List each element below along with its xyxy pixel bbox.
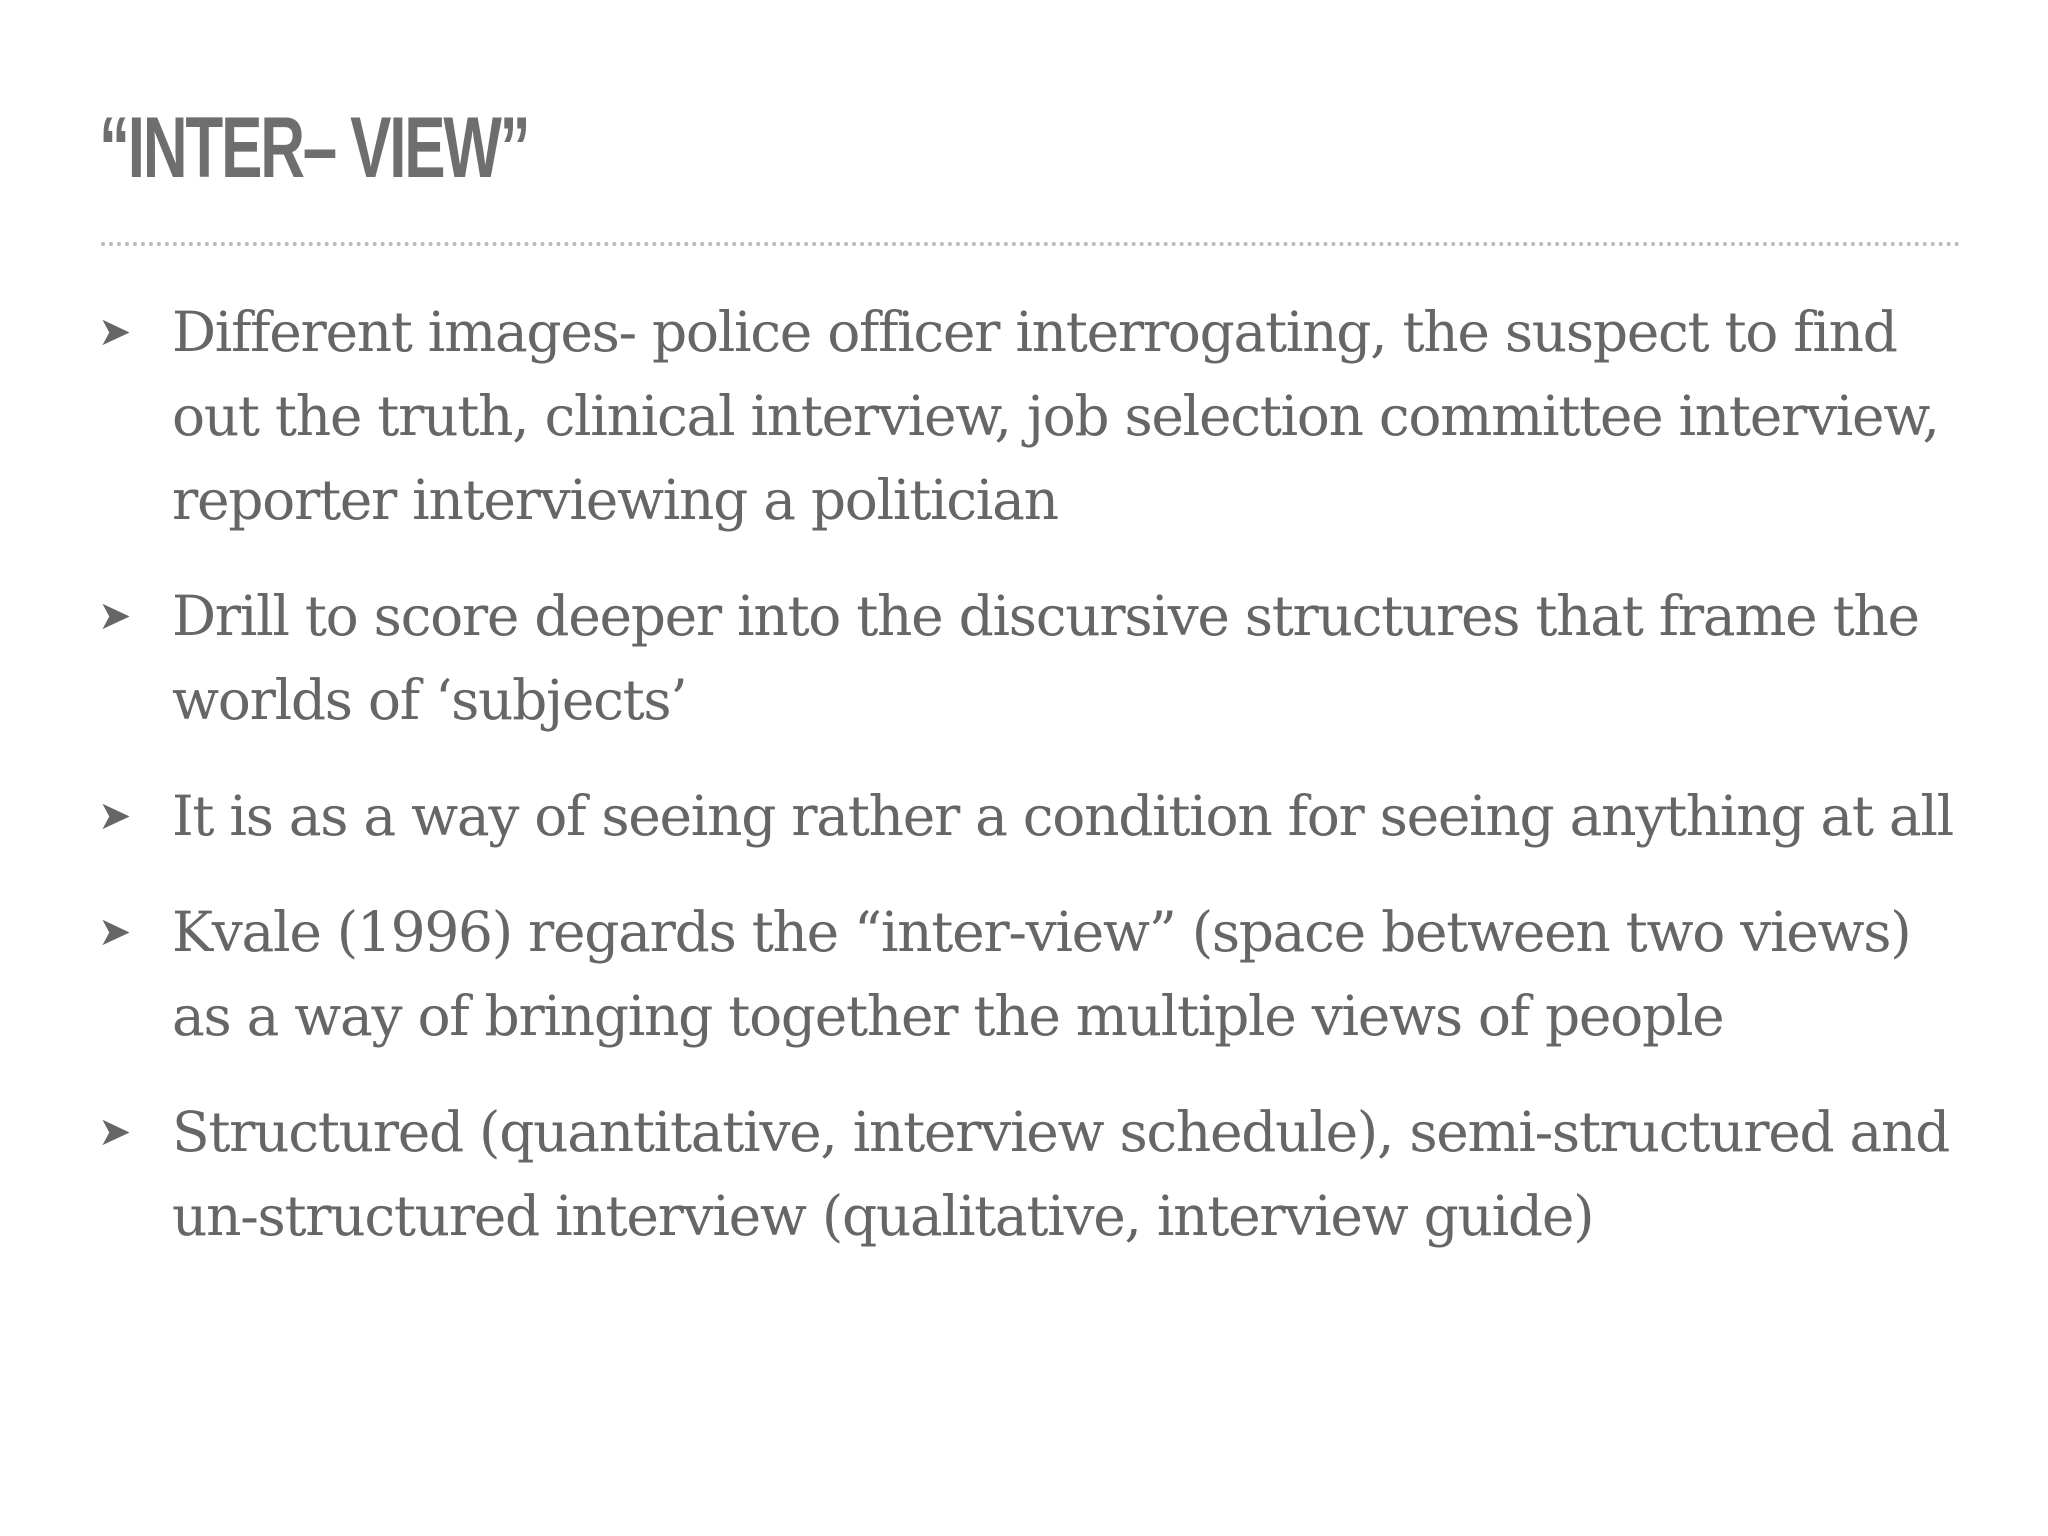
bullet-text-3: It is as a way of seeing rather a condition for seeing anything at all — [172, 784, 1953, 848]
bullet-item-2 — [98, 574, 1978, 742]
arrowhead-bullet-icon: ➤ — [98, 1109, 131, 1155]
bullet-list — [98, 290, 1978, 1290]
bullet-text-2: Drill to score deeper into the discursive structures that frame the worlds of ‘subjects’ — [172, 584, 1919, 732]
bullet-item-5 — [98, 1090, 1978, 1258]
dotted-divider — [101, 242, 1961, 246]
bullet-item-3 — [98, 774, 1978, 858]
bullet-text-4: Kvale (1996) regards the “inter-view” (space between two views) as a way of bringing together the multiple views of people — [172, 900, 1911, 1048]
bullet-item-4 — [98, 890, 1978, 1058]
slide-title: “INTER– VIEW” — [99, 100, 529, 196]
arrowhead-bullet-icon: ➤ — [98, 793, 131, 839]
arrowhead-bullet-icon: ➤ — [98, 309, 131, 355]
arrowhead-bullet-icon: ➤ — [98, 909, 131, 955]
bullet-text-1: Different images- police officer interrogating, the suspect to find out the truth, clinical interview, job selection committee interview, reporter interviewing a politician — [172, 300, 1939, 532]
bullet-text-5: Structured (quantitative, interview schedule), semi-structured and un-structured interview (qualitative, interview guide) — [172, 1100, 1950, 1248]
bullet-item-1 — [98, 290, 1978, 542]
arrowhead-bullet-icon: ➤ — [98, 593, 131, 639]
